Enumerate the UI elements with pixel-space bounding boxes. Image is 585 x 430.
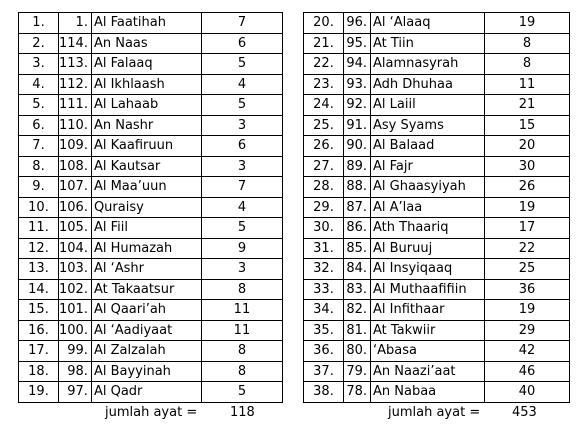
table-row xyxy=(304,74,570,95)
surah-number-cell: 90. xyxy=(344,136,371,157)
ayat-count-cell: 3 xyxy=(201,156,282,177)
table-row xyxy=(19,95,283,116)
ayat-count-cell: 11 xyxy=(201,300,282,321)
surah-number-cell: 102. xyxy=(59,279,92,300)
surah-number-cell: 109. xyxy=(59,136,92,157)
row-number-cell: 6. xyxy=(19,115,59,136)
table-row xyxy=(304,320,570,341)
surah-name-cell: An Nashr xyxy=(91,115,201,136)
ayat-count-cell: 21 xyxy=(485,95,570,116)
table-row xyxy=(19,156,283,177)
table-row xyxy=(304,136,570,157)
row-number-cell: 20. xyxy=(304,13,344,34)
surah-name-cell: At Tiin xyxy=(371,33,485,54)
row-number-cell: 25. xyxy=(304,115,344,136)
ayat-count-cell: 25 xyxy=(485,259,570,280)
table-row xyxy=(19,13,283,34)
ayat-count-cell: 8 xyxy=(201,361,282,382)
ayat-count-cell: 3 xyxy=(201,259,282,280)
surah-number-cell: 94. xyxy=(344,54,371,75)
row-number-cell: 18. xyxy=(19,361,59,382)
surah-number-cell: 84. xyxy=(344,259,371,280)
table-row xyxy=(19,361,283,382)
ayat-count-cell: 46 xyxy=(485,361,570,382)
row-number-cell: 8. xyxy=(19,156,59,177)
row-number-cell: 27. xyxy=(304,156,344,177)
row-number-cell: 36. xyxy=(304,341,344,362)
surah-number-cell: 1. xyxy=(59,13,92,34)
surah-number-cell: 108. xyxy=(59,156,92,177)
ayat-count-cell: 19 xyxy=(485,197,570,218)
table-row xyxy=(304,95,570,116)
surah-number-cell: 101. xyxy=(59,300,92,321)
ayat-count-cell: 15 xyxy=(485,115,570,136)
ayat-count-cell: 20 xyxy=(485,136,570,157)
table-row xyxy=(304,54,570,75)
row-number-cell: 35. xyxy=(304,320,344,341)
table-row xyxy=(19,74,283,95)
ayat-count-cell: 8 xyxy=(201,341,282,362)
surah-number-cell: 79. xyxy=(344,361,371,382)
table-row xyxy=(19,341,283,362)
surah-table-right xyxy=(303,12,570,403)
table-row xyxy=(19,136,283,157)
row-number-cell: 32. xyxy=(304,259,344,280)
ayat-count-cell: 9 xyxy=(201,238,282,259)
row-number-cell: 26. xyxy=(304,136,344,157)
total-value-left: 118 xyxy=(230,405,255,420)
surah-table-left-body xyxy=(19,13,283,403)
ayat-count-cell: 22 xyxy=(485,238,570,259)
row-number-cell: 11. xyxy=(19,218,59,239)
table-row xyxy=(304,197,570,218)
surah-number-cell: 86. xyxy=(344,218,371,239)
row-number-cell: 22. xyxy=(304,54,344,75)
surah-name-cell: Adh Dhuhaa xyxy=(371,74,485,95)
surah-name-cell: Al Maa’uun xyxy=(91,177,201,198)
surah-name-cell: Al Infithaar xyxy=(371,300,485,321)
ayat-count-cell: 5 xyxy=(201,54,282,75)
row-number-cell: 13. xyxy=(19,259,59,280)
surah-table-right-body xyxy=(304,13,570,403)
surah-name-cell: Al A’laa xyxy=(371,197,485,218)
surah-number-cell: 113. xyxy=(59,54,92,75)
surah-name-cell: At Takaatsur xyxy=(91,279,201,300)
row-number-cell: 14. xyxy=(19,279,59,300)
table-row xyxy=(304,341,570,362)
surah-name-cell: Al Qadr xyxy=(91,382,201,403)
ayat-count-cell: 11 xyxy=(485,74,570,95)
ayat-count-cell: 4 xyxy=(201,197,282,218)
surah-name-cell: Al ‘Ashr xyxy=(91,259,201,280)
table-row xyxy=(19,33,283,54)
table-row xyxy=(304,218,570,239)
row-number-cell: 21. xyxy=(304,33,344,54)
row-number-cell: 31. xyxy=(304,238,344,259)
surah-number-cell: 80. xyxy=(344,341,371,362)
table-row xyxy=(304,279,570,300)
ayat-count-cell: 5 xyxy=(201,382,282,403)
surah-name-cell: Asy Syams xyxy=(371,115,485,136)
surah-number-cell: 99. xyxy=(59,341,92,362)
ayat-count-cell: 4 xyxy=(201,74,282,95)
ayat-count-cell: 11 xyxy=(201,320,282,341)
row-number-cell: 29. xyxy=(304,197,344,218)
surah-name-cell: At Takwiir xyxy=(371,320,485,341)
table-row xyxy=(19,115,283,136)
table-row xyxy=(304,259,570,280)
surah-name-cell: ‘Abasa xyxy=(371,341,485,362)
table-row xyxy=(19,300,283,321)
surah-name-cell: Al Ikhlaash xyxy=(91,74,201,95)
surah-number-cell: 93. xyxy=(344,74,371,95)
ayat-count-cell: 5 xyxy=(201,218,282,239)
ayat-count-cell: 3 xyxy=(201,115,282,136)
surah-name-cell: Ath Thaariq xyxy=(371,218,485,239)
ayat-count-cell: 19 xyxy=(485,300,570,321)
surah-name-cell: Al Ghaasyiyah xyxy=(371,177,485,198)
total-label-right: jumlah ayat = xyxy=(388,405,481,420)
surah-number-cell: 104. xyxy=(59,238,92,259)
table-row xyxy=(19,177,283,198)
surah-name-cell: Al ‘Aadiyaat xyxy=(91,320,201,341)
table-row xyxy=(304,238,570,259)
ayat-count-cell: 17 xyxy=(485,218,570,239)
surah-number-cell: 106. xyxy=(59,197,92,218)
ayat-count-cell: 19 xyxy=(485,13,570,34)
surah-number-cell: 103. xyxy=(59,259,92,280)
ayat-count-cell: 42 xyxy=(485,341,570,362)
surah-name-cell: An Naazi’aat xyxy=(371,361,485,382)
ayat-count-cell: 40 xyxy=(485,382,570,403)
table-row xyxy=(304,177,570,198)
row-number-cell: 1. xyxy=(19,13,59,34)
surah-table-left xyxy=(18,12,283,403)
row-number-cell: 17. xyxy=(19,341,59,362)
ayat-count-cell: 8 xyxy=(201,279,282,300)
row-number-cell: 28. xyxy=(304,177,344,198)
table-row xyxy=(304,300,570,321)
table-row xyxy=(304,361,570,382)
table-row xyxy=(304,382,570,403)
ayat-count-cell: 7 xyxy=(201,177,282,198)
row-number-cell: 24. xyxy=(304,95,344,116)
ayat-count-cell: 6 xyxy=(201,136,282,157)
table-row xyxy=(304,13,570,34)
ayat-count-cell: 7 xyxy=(201,13,282,34)
ayat-count-cell: 8 xyxy=(485,54,570,75)
surah-name-cell: Al Qaari’ah xyxy=(91,300,201,321)
surah-number-cell: 111. xyxy=(59,95,92,116)
surah-name-cell: Al Muthaafifiin xyxy=(371,279,485,300)
total-label-left: jumlah ayat = xyxy=(105,405,198,420)
ayat-count-cell: 26 xyxy=(485,177,570,198)
surah-name-cell: Al Fiil xyxy=(91,218,201,239)
table-row xyxy=(19,197,283,218)
surah-name-cell: Al Zalzalah xyxy=(91,341,201,362)
surah-name-cell: Al Lahaab xyxy=(91,95,201,116)
ayat-count-cell: 36 xyxy=(485,279,570,300)
total-value-right: 453 xyxy=(512,405,537,420)
table-row xyxy=(19,54,283,75)
ayat-count-cell: 8 xyxy=(485,33,570,54)
row-number-cell: 33. xyxy=(304,279,344,300)
surah-number-cell: 112. xyxy=(59,74,92,95)
surah-number-cell: 87. xyxy=(344,197,371,218)
surah-name-cell: An Nabaa xyxy=(371,382,485,403)
table-row xyxy=(19,320,283,341)
surah-number-cell: 88. xyxy=(344,177,371,198)
table-row xyxy=(304,115,570,136)
row-number-cell: 30. xyxy=(304,218,344,239)
ayat-count-cell: 29 xyxy=(485,320,570,341)
surah-name-cell: Al Fajr xyxy=(371,156,485,177)
table-row xyxy=(19,238,283,259)
surah-number-cell: 85. xyxy=(344,238,371,259)
surah-name-cell: Al Humazah xyxy=(91,238,201,259)
surah-number-cell: 89. xyxy=(344,156,371,177)
surah-name-cell: Quraisy xyxy=(91,197,201,218)
surah-number-cell: 78. xyxy=(344,382,371,403)
ayat-count-cell: 6 xyxy=(201,33,282,54)
surah-number-cell: 82. xyxy=(344,300,371,321)
surah-name-cell: Al Kaafiruun xyxy=(91,136,201,157)
surah-name-cell: Al Buruuj xyxy=(371,238,485,259)
row-number-cell: 12. xyxy=(19,238,59,259)
row-number-cell: 16. xyxy=(19,320,59,341)
surah-name-cell: Al Kautsar xyxy=(91,156,201,177)
surah-number-cell: 100. xyxy=(59,320,92,341)
surah-number-cell: 96. xyxy=(344,13,371,34)
row-number-cell: 9. xyxy=(19,177,59,198)
row-number-cell: 23. xyxy=(304,74,344,95)
surah-number-cell: 83. xyxy=(344,279,371,300)
surah-name-cell: Al Balaad xyxy=(371,136,485,157)
surah-number-cell: 107. xyxy=(59,177,92,198)
ayat-count-cell: 5 xyxy=(201,95,282,116)
surah-number-cell: 91. xyxy=(344,115,371,136)
table-row xyxy=(19,382,283,403)
row-number-cell: 34. xyxy=(304,300,344,321)
row-number-cell: 5. xyxy=(19,95,59,116)
surah-name-cell: Alamnasyrah xyxy=(371,54,485,75)
table-row xyxy=(19,279,283,300)
row-number-cell: 38. xyxy=(304,382,344,403)
row-number-cell: 7. xyxy=(19,136,59,157)
surah-number-cell: 81. xyxy=(344,320,371,341)
surah-number-cell: 92. xyxy=(344,95,371,116)
surah-number-cell: 95. xyxy=(344,33,371,54)
row-number-cell: 2. xyxy=(19,33,59,54)
surah-number-cell: 98. xyxy=(59,361,92,382)
row-number-cell: 37. xyxy=(304,361,344,382)
surah-number-cell: 110. xyxy=(59,115,92,136)
surah-number-cell: 97. xyxy=(59,382,92,403)
surah-number-cell: 105. xyxy=(59,218,92,239)
row-number-cell: 4. xyxy=(19,74,59,95)
table-row xyxy=(304,33,570,54)
table-row xyxy=(19,218,283,239)
surah-name-cell: Al Insyiqaaq xyxy=(371,259,485,280)
row-number-cell: 19. xyxy=(19,382,59,403)
ayat-count-cell: 30 xyxy=(485,156,570,177)
surah-name-cell: Al Bayyinah xyxy=(91,361,201,382)
surah-number-cell: 114. xyxy=(59,33,92,54)
surah-name-cell: Al Falaaq xyxy=(91,54,201,75)
surah-name-cell: Al Laiil xyxy=(371,95,485,116)
row-number-cell: 10. xyxy=(19,197,59,218)
row-number-cell: 3. xyxy=(19,54,59,75)
surah-name-cell: Al Faatihah xyxy=(91,13,201,34)
surah-name-cell: An Naas xyxy=(91,33,201,54)
table-row xyxy=(304,156,570,177)
surah-name-cell: Al ‘Alaaq xyxy=(371,13,485,34)
row-number-cell: 15. xyxy=(19,300,59,321)
table-row xyxy=(19,259,283,280)
